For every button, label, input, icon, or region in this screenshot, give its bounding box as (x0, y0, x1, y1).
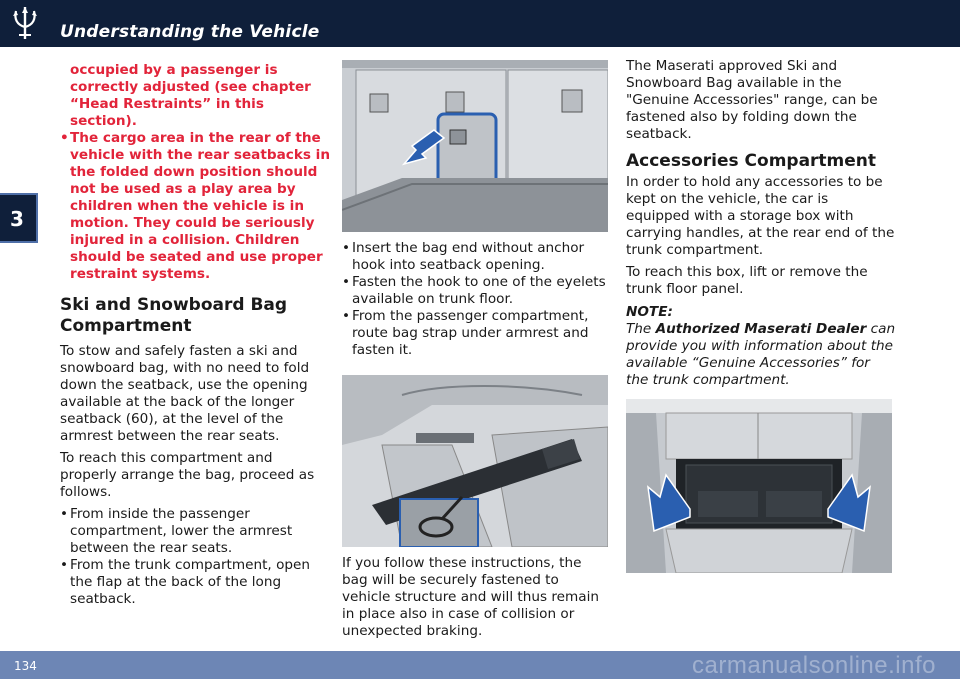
list-item: • Insert the bag end without anchor hook into seatback opening. (342, 240, 610, 274)
warning-bullet: • The cargo area in the rear of the vehicle with the rear seatbacks in the folded down position should not be used as a play area by children when the vehicle is in motion. They could be seriously injured in a collision. Children should be seated and use proper restraint systems. (60, 130, 332, 283)
page-number: 134 (14, 659, 37, 673)
list-item: • Fasten the hook to one of the eyelets available on trunk floor. (342, 274, 610, 308)
warning-continuation: occupied by a passenger is correctly adjusted (see chapter “Head Restraints” in this section). (70, 62, 311, 129)
ski-bag-accessory-info: The Maserati approved Ski and Snowboard Bag available in the "Genuine Accessories" range, can be fastened also by folding down the seatback. (626, 58, 878, 142)
bag-insertion-steps-list (342, 240, 610, 359)
list-item: • From inside the passenger compartment, lower the armrest between the rear seats. (60, 506, 332, 557)
column-left (60, 62, 332, 608)
ski-bag-steps-list (60, 506, 332, 608)
column-middle (342, 60, 610, 645)
trunk-storage-box-photo (626, 399, 892, 573)
dealer-emphasis: Authorized Maserati Dealer (655, 321, 867, 337)
ski-bag-intro: To stow and safely fasten a ski and snowboard bag, with no need to fold down the seatback, use the opening available at the back of the longer seatback (60), at the level of the armrest between the rear seats. (60, 343, 310, 444)
list-item: • From the trunk compartment, open the flap at the back of the long seatback. (60, 557, 332, 608)
chapter-number: 3 (10, 207, 24, 231)
site-watermark: carmanualsonline.info (692, 652, 936, 679)
page-footer (0, 651, 960, 679)
list-item: • From the passenger compartment, route bag strap under armrest and fasten it. (342, 308, 610, 359)
seatback-flap-photo (342, 60, 608, 232)
note-label: NOTE: (626, 304, 673, 320)
bag-secured-note: If you follow these instructions, the bag will be securely fastened to vehicle structure and will thus remain in place also in case of collision or unexpected braking. (342, 555, 599, 639)
page-header (0, 0, 960, 47)
ski-bag-heading: Ski and Snowboard Bag Compartment (60, 295, 288, 336)
accessories-access-instructions: To reach this box, lift or remove the trunk floor panel. (626, 264, 868, 297)
note-text: The Authorized Maserati Dealer can provide you with information about the available “Genuine Accessories” for the trunk compartment. (626, 321, 896, 388)
section-title: Understanding the Vehicle (60, 22, 320, 42)
trident-logo-icon (8, 5, 42, 41)
chapter-tab (0, 193, 38, 243)
accessories-heading: Accessories Compartment (626, 151, 877, 171)
ski-bag-procedure-intro: To reach this compartment and properly arrange the bag, proceed as follows. (60, 450, 315, 500)
column-right (626, 58, 896, 573)
ski-bag-installed-photo (342, 375, 608, 547)
accessories-description: In order to hold any accessories to be kept on the vehicle, the car is equipped with a storage box with carrying handles, at the rear end of the trunk compartment. (626, 174, 895, 258)
